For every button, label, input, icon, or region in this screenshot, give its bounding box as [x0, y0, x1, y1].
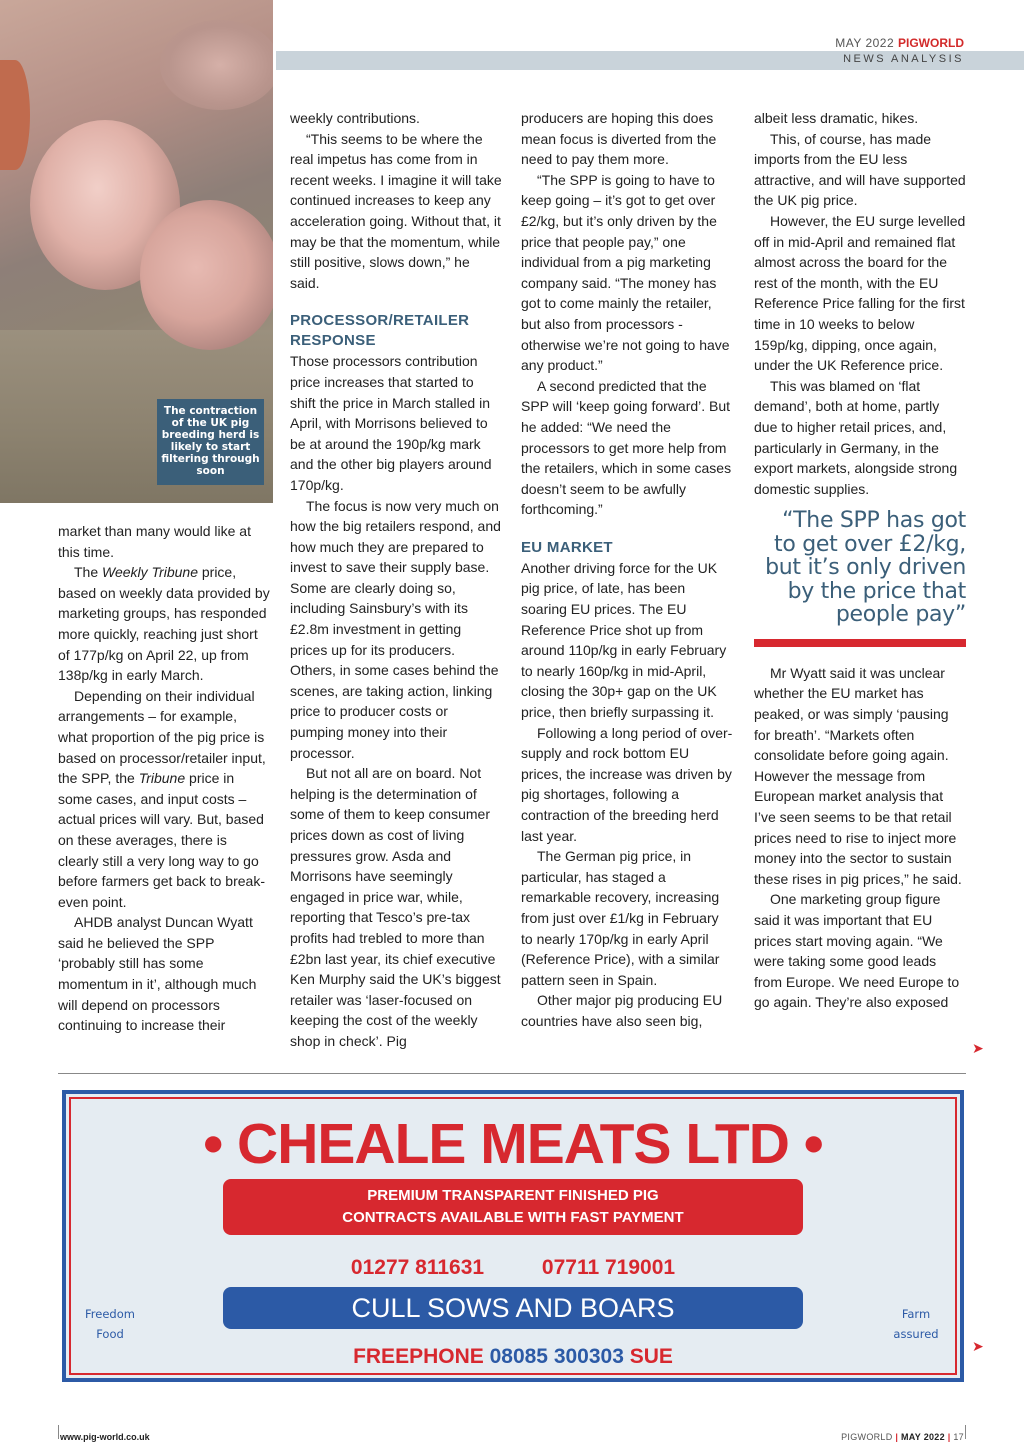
crop-tick — [965, 1425, 966, 1439]
photo-pig-right — [140, 200, 273, 350]
magazine-brand: PIGWORLD — [898, 36, 964, 50]
advert-phones — [66, 1256, 960, 1280]
photo-caption: The contraction of the UK pig breeding herd is likely to start filtering through soon — [157, 399, 264, 485]
article-column-2 — [290, 108, 502, 1052]
footer-folio: PIGWORLD | MAY 2022 | 17 — [841, 1432, 964, 1442]
page-number: 17 — [953, 1432, 964, 1442]
paragraph: This, of course, has made imports from the EU less attractive, and will have supported the UK pig price. — [754, 130, 966, 209]
paragraph: Following a long period of over-supply and rock bottom EU prices, the increase was driven by pig shortages, following a contraction of the breeding herd last year. — [521, 724, 733, 844]
paragraph: The Weekly Tribune price, based on weekly data provided by marketing groups, has responded more quickly, reaching just short of 177p/kg on April 22, up from 138p/kg in early March. — [58, 564, 270, 684]
paragraph: albeit less dramatic, hikes. — [754, 110, 919, 126]
paragraph: Another driving force for the UK pig price, of late, has been soaring EU prices. The EU Reference Price shot up from around 110p/kg in early February to nearly 160p/kg in mid-April, closing the 30p+ gap on the UK price, then briefly surpassing it. — [521, 559, 727, 721]
paragraph: However, the EU surge levelled off in mid-April and remained flat almost across the board for the rest of the month, with the EU Reference Price falling for the first time in 10 weeks to below 159p/kg, dipping, once again, under the UK Reference price. — [754, 212, 966, 374]
freedom-food-logo: Freedom Food — [85, 1307, 135, 1341]
paragraph: weekly contributions. — [290, 110, 420, 126]
paragraph: Mr Wyatt said it was unclear whether the EU market has peaked, or was simply ‘pausing for breath’. “Markets often consolidate before going again. However the message from European market analysis that I’ve seen seems to be that retail prices need to rise to inject more money into the sector to sustain these rises in pig prices,” he said. — [754, 664, 962, 887]
article-column-4 — [754, 108, 966, 1013]
paragraph: Depending on their individual arrangements – for example, what proportion of the pig price is based on processor/retailer input, the SPP, the Tribune price in some cases, and input costs – actual prices will vary. But, based on these averages, there is clearly still a very long way to go before farmers get back to break-even point. — [58, 687, 266, 910]
continue-arrow-icon: ➤ — [972, 1338, 984, 1354]
section-label: NEWS ANALYSIS — [843, 53, 964, 65]
photo-pig-ear — [0, 60, 30, 170]
photo-pig-back — [160, 20, 273, 110]
article-column-3 — [521, 108, 733, 1032]
continue-arrow-icon: ➤ — [972, 1040, 984, 1056]
paragraph: The German pig price, in particular, has staged a remarkable recovery, increasing from just over £1/kg in February to nearly 170p/kg in early April (Reference Price), with a similar pattern seen in Spain. — [521, 848, 720, 988]
subheading-eu-market: EU MARKET — [521, 538, 613, 556]
pull-quote-rule — [754, 639, 966, 647]
paragraph: AHDB analyst Duncan Wyatt said he believed the SPP ‘probably still has some momentum in it’, although much will depend on processors continuing to increase their — [58, 914, 257, 1034]
paragraph: Other major pig producing EU countries have also seen big, — [521, 992, 723, 1029]
footer-issue: MAY 2022 — [900, 1432, 945, 1442]
farm-assured-logo: Farm assured — [893, 1307, 939, 1341]
running-head — [835, 36, 964, 50]
article-column-1 — [58, 521, 270, 1036]
paragraph: Those processors contribution price increases that started to shift the price in March stalled in April, with Morrisons believed to be at around the 190p/kg mark and the other big players around 170p/kg. — [290, 353, 492, 493]
subheading-processor-retailer: PROCESSOR/RETAILER RESPONSE — [290, 312, 470, 350]
footer-website: www.pig-world.co.uk — [60, 1432, 150, 1442]
advert-title: • CHEALE MEATS LTD • — [203, 1112, 823, 1176]
paragraph: One marketing group figure said it was important that EU prices start moving again. “We were taking some good leads from Europe. We need Europe to go again. They’re also exposed — [754, 891, 960, 1011]
divider-rule — [58, 1073, 966, 1074]
advert-phone: 07711 719001 — [541, 1256, 676, 1279]
paragraph: The focus is now very much on how the big retailers respond, and how much they are prepared to invest to save their supply base. Some are clearly doing so, including Sainsbury’s with its £2.8m investment in getting prices up for its producers. Others, in some cases behind the scenes, are taking action, linking price to producer costs or pumping money into their processor. — [290, 497, 501, 761]
advert-box-line: PREMIUM TRANSPARENT FINISHED PIG — [367, 1187, 659, 1204]
pull-quote: “The SPP has got to get over £2/kg, but it’s only driven by the price that people pay” — [765, 508, 966, 628]
paragraph: “The SPP is going to have to keep going – it’s got to get over £2/kg, but it’s only driven by the price that people pay,” one individual from a pig marketing company said. “The money has got to come mainly the retailer, but also from processors - otherwise we’re not going to have any product.” — [521, 171, 730, 374]
paragraph: A second predicted that the SPP will ‘keep going forward’. But he added: “We need the processors to get more help from the retailers, which in some cases doesn’t seem to be awfully forthcoming.” — [521, 377, 732, 518]
pig-photo — [0, 0, 273, 503]
advert-cull-banner: CULL SOWS AND BOARS — [223, 1287, 803, 1329]
cheale-meats-advert — [62, 1090, 964, 1382]
issue-date: MAY 2022 — [835, 36, 895, 50]
paragraph: But not all are on board. Not helping is the determination of some of them to keep consumer prices down as cost of living pressures grow. Asda and Morrisons have seemingly engaged in price war, while, reporting that Tesco’s pre-tax profits had trebled to more than £2bn last year, its chief executive Ken Murphy said the UK’s biggest retailer was ‘laser-focused on keeping the cost of the weekly shop in check’. Pig — [290, 765, 501, 1049]
advert-box-line: CONTRACTS AVAILABLE WITH FAST PAYMENT — [342, 1209, 684, 1226]
footer-brand: PIGWORLD — [841, 1432, 893, 1442]
advert-freephone: FREEPHONE 08085 300303 SUE — [353, 1345, 673, 1368]
paragraph: “This seems to be where the real impetus has come from in recent weeks. I imagine it will take continued increases to keep any acceleration going. Without that, it may be that the momentum, while still positive, slows down,” he said. — [290, 130, 502, 291]
paragraph: market than many would like at this time. — [58, 523, 251, 560]
paragraph: This was blamed on ‘flat demand’, both at home, partly due to higher retail prices, and, particularly in Germany, in the export markets, alongside strong domestic supplies. — [754, 377, 958, 497]
crop-tick — [58, 1425, 59, 1439]
advert-contracts-box — [223, 1179, 803, 1235]
advert-phone: 01277 811631 — [350, 1256, 485, 1279]
paragraph: producers are hoping this does mean focus is diverted from the need to pay them more. — [521, 110, 717, 168]
